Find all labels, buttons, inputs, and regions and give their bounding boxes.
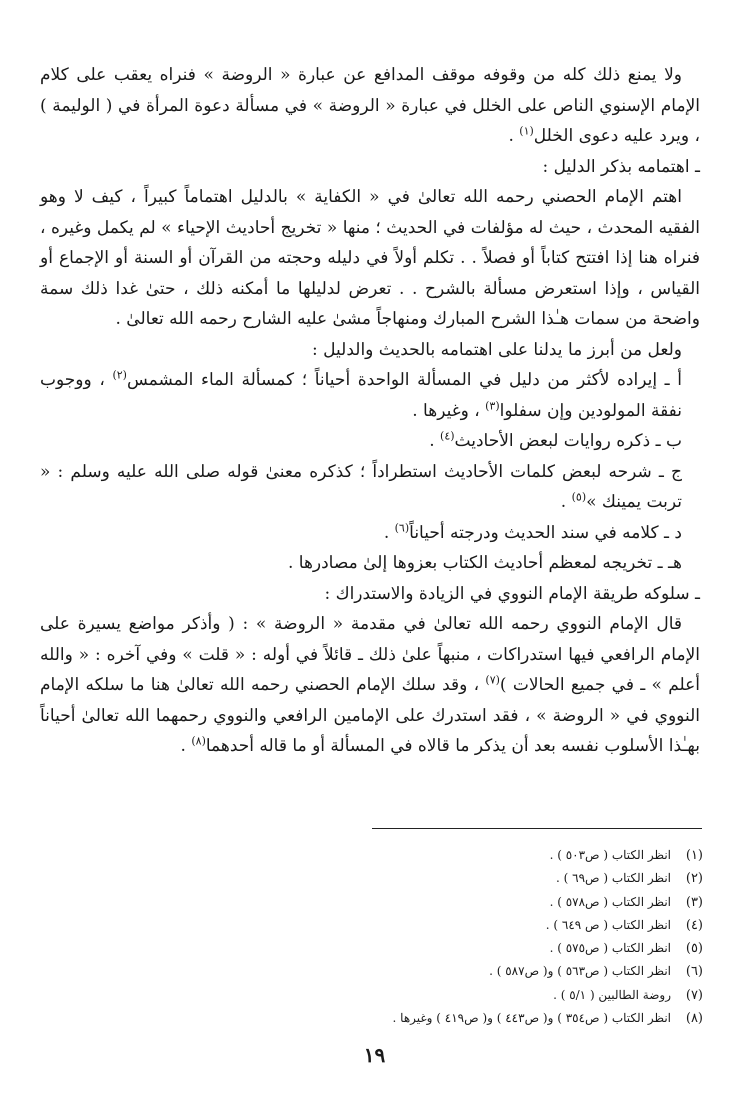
list-item-a: أ ـ إيراده لأكثر من دليل في المسألة الواحدة أحياناً ؛ كمسألة الماء المشمس$^{(٢)}$ ، ووجوب نفقة المولودين وإن سفلوا$^{(٣)}$ ، وغيرها .: [40, 368, 682, 421]
section-heading-nawawi: ـ سلوكه طريقة الإمام النووي في الزيادة والاستدراك :: [324, 583, 700, 604]
footnote-text: انظر الكتاب ( ص٣٥٤ ) و( ص٤٤٣ ) و( ص٤١٩ ) وغيرها .: [392, 1011, 671, 1026]
main-text: [40, 60, 700, 762]
list-item-d: د ـ كلامه في سند الحديث ودرجته أحياناً$^{(٦)}$ .: [383, 520, 682, 543]
footnote-text: روضة الطالبين ( ٥/١ ) .: [553, 987, 671, 1002]
footnote-ref: (٢): [112, 368, 127, 382]
footnote-item: [40, 844, 703, 867]
list-item-c: ج ـ شرحه لبعض كلمات الأحاديث استطراداً ؛ كذكره معنىٰ قوله صلى الله عليه وسلم : « تربت يمينك »$^{(٥)}$ .: [40, 461, 682, 512]
footnote-number: (٨): [685, 1011, 703, 1027]
footnote-text: انظر الكتاب ( ص٥٠٣ ) .: [549, 848, 671, 862]
section-heading-evidence: ـ اهتمامه بذكر الدليل :: [542, 156, 700, 177]
footnote-text: انظر الكتاب ( ص٥٦٣ ) و( ص٥٨٧ ) .: [489, 964, 671, 979]
footnote-number: (٥): [685, 941, 703, 957]
footnote-ref: (٥): [571, 490, 587, 504]
paragraph-intro-list: ولعل من أبرز ما يدلنا على اهتمامه بالحديث والدليل :: [312, 339, 682, 360]
page-number: ١٩: [363, 1043, 386, 1067]
footnote-item: [40, 1007, 703, 1030]
footnote-number: (٣): [685, 894, 703, 910]
footnote-item: [40, 867, 703, 890]
footnote-ref: (٧): [485, 673, 500, 687]
footnote-item: [40, 891, 703, 914]
footnotes: [40, 844, 703, 1030]
footnote-item: [40, 937, 703, 960]
footnote-ref: (٣): [485, 398, 500, 412]
footnote-text: انظر الكتاب ( ص٥٧٥ ) .: [549, 941, 671, 956]
footnote-text: انظر الكتاب ( ص ٦٤٩ ) .: [545, 917, 671, 932]
list-item-e: هـ ـ تخريجه لمعظم أحاديث الكتاب بعزوها إلىٰ مصادرها .: [287, 553, 682, 573]
footnote-ref: (١): [519, 124, 534, 138]
footnote-item: [40, 984, 703, 1007]
paragraph-defending-rawda: ولا يمنع ذلك كله من وقوفه موقف المدافع عن عبارة « الروضة » فنراه يعقب على كلام الإمام الإسنوي الناص على الخلل في عبارة « الروضة » في مسألة دعوة المرأة في ( الوليمة ) ، ويرد عليه دعوى الخلل$^{(١)}$ .: [40, 65, 700, 146]
footnote-divider: [372, 828, 702, 829]
list-item-b: ب ـ ذكره روايات لبعض الأحاديث$^{(٤)}$ .: [429, 429, 682, 451]
paragraph-evidence: اهتم الإمام الحصني رحمه الله تعالىٰ في « الكفاية » بالدليل اهتماماً كبيراً ، كيف لا وهو الفقيه المحدث ، حيث له مؤلفات في الحديث ؛ منها « تخريج أحاديث الإحياء » لم يكمل وغيره ، فنراه هنا إذا افتتح كتاباً أو فصلاً . . تكلم أولاً في دليله وحجته من القرآن أو السنة أو الإجماع أو القياس ، وإذا استعرض مسألة بالشرح . . تعرض لدليلها ما أمكنه ذلك ، حتىٰ غدا ذلك سمة واضحة من سمات هـٰذا الشرح المبارك ومنهاجاً مشىٰ عليه الشارح رحمه الله تعالىٰ .: [40, 187, 700, 329]
footnote-ref: (٦): [394, 520, 410, 534]
footnote-ref: (٨): [191, 734, 206, 748]
footnote-number: (٧): [685, 987, 703, 1003]
footnote-number: (٤): [685, 917, 703, 933]
footnote-item: [40, 914, 703, 937]
footnote-number: (١): [685, 848, 703, 863]
footnote-text: انظر الكتاب ( ص٦٩ ) .: [556, 871, 671, 886]
footnote-text: انظر الكتاب ( ص٥٧٨ ) .: [549, 894, 671, 909]
footnote-ref: (٤): [440, 429, 455, 443]
footnote-number: (٦): [685, 964, 703, 980]
footnote-number: (٢): [685, 871, 703, 887]
footnote-item: [40, 960, 703, 983]
paragraph-nawawi: قال الإمام النووي رحمه الله تعالىٰ في مقدمة « الروضة » : ( وأذكر مواضع يسيرة على الإمام الرافعي فيها استدراكات ، منبهاً علىٰ ذلك ـ قائلاً في أوله : « قلت » وفي آخره : « والله أعلم » ـ في جميع الحالات )$^{(٧)}$ ، وقد سلك الإمام الحصني رحمه الله تعالىٰ هنا ما سلكه الإمام النووي في « الروضة » ، فقد استدرك على الإمامين الرافعي والنووي رحمهما الله تعالىٰ أحياناً بهـٰذا الأسلوب نفسه بعد أن يذكر ما قالاه في المسألة أو ما قاله أحدهما$^{(٨)}$ .: [40, 614, 701, 756]
